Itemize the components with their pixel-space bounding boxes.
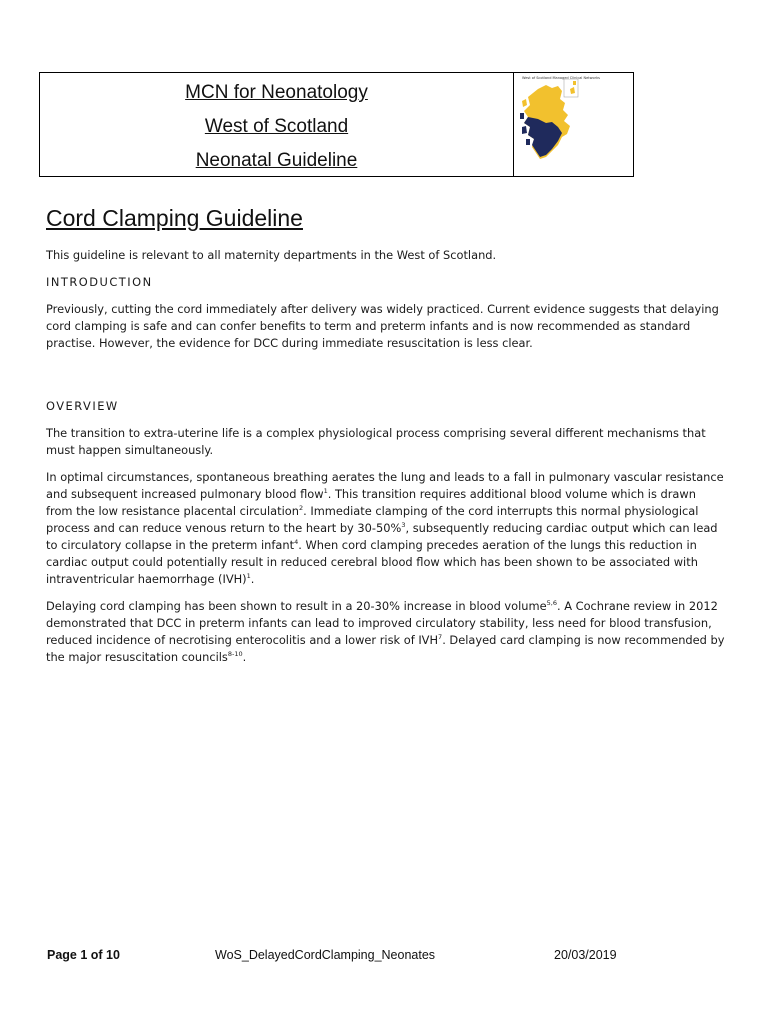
scope-statement: This guideline is relevant to all maternity departments in the West of Scotland.	[46, 248, 497, 262]
map-island-shape	[520, 113, 524, 119]
map-island-shape	[526, 139, 530, 145]
document-title: Cord Clamping Guideline	[46, 205, 303, 231]
header-region: West of Scotland	[204, 116, 349, 137]
footer-date: 20/03/2019	[554, 948, 617, 962]
overview-paragraph-3	[46, 598, 726, 666]
citation-marker: 3	[401, 521, 406, 530]
section-heading-overview: OVERVIEW	[46, 399, 119, 413]
citation-marker: 1	[246, 572, 251, 581]
text-run: . A Cochrane review in 2012 demonstrated that DCC in preterm infants can lead to improved circulatory stability, less need for blood transfusion, reduced incidence of necrotising enterocolitis and a lower risk of IVH	[46, 599, 718, 647]
overview-paragraph-2	[46, 469, 726, 588]
footer-page-number: Page 1 of 10	[47, 948, 120, 962]
logo-cell	[514, 73, 633, 176]
citation-marker: 7	[438, 633, 443, 642]
text-run: . Delayed card clamping is now recommended by the major resuscitation councils	[46, 633, 725, 664]
citation-marker: 5,6	[546, 599, 557, 608]
map-island-shape	[522, 126, 527, 134]
text-run: . This transition requires additional blood volume which is drawn from the low resistance placental circulation	[46, 487, 696, 518]
citation-marker: 2	[298, 504, 304, 513]
text-run: , subsequently reducing cardiac output which can lead to circulatory collapse in the preterm infant	[46, 521, 718, 552]
citation-marker: 8-10	[227, 650, 243, 659]
header-network-name: MCN for Neonatology	[185, 82, 368, 103]
section-heading-introduction: INTRODUCTION	[46, 275, 153, 289]
spacer	[46, 362, 726, 398]
document-body	[46, 247, 726, 676]
header-guideline-type: Neonatal Guideline	[195, 150, 358, 171]
map-island-shape	[522, 99, 527, 107]
header-box	[39, 72, 634, 177]
map-island-shape	[573, 81, 576, 85]
text-run: . Immediate clamping of the cord interrupts this normal physiological process and can reduce venous return to the heart by 30-50%	[46, 504, 699, 535]
text-run: Delaying cord clamping has been shown to result in a 20-30% increase in blood volume	[46, 599, 547, 613]
footer-file-name: WoS_DelayedCordClamping_Neonates	[215, 948, 436, 962]
scotland-map-logo	[518, 79, 584, 165]
text-run: .	[242, 650, 247, 664]
citation-marker: 1	[323, 487, 328, 496]
introduction-paragraph: Previously, cutting the cord immediately after delivery was widely practiced. Current evidence suggests that delaying cord clamping is safe and can confer benefits to term and preterm infants and is now recommended as standard practise. However, the evidence for DCC during immediate resuscitation is less clear.	[46, 302, 719, 350]
text-run: . When cord clamping precedes aeration of the lungs this reduction in cardiac output could potentially result in reduced cerebral blood flow which has been shown to be associated with intraventricular haemorrhage (IVH)	[46, 538, 698, 586]
logo-caption: West of Scotland Managed Clinical Networks	[522, 76, 600, 80]
citation-marker: 4	[294, 538, 299, 547]
text-run: In optimal circumstances, spontaneous breathing aerates the lung and leads to a fall in pulmonary vascular resistance and subsequent increased pulmonary blood flow	[46, 470, 724, 501]
map-island-shape	[570, 87, 575, 94]
header-text-cell	[40, 73, 514, 176]
text-run: .	[250, 572, 255, 586]
overview-paragraph-1: The transition to extra-uterine life is a complex physiological process comprising several different mechanisms that must happen simultaneously.	[46, 426, 706, 457]
